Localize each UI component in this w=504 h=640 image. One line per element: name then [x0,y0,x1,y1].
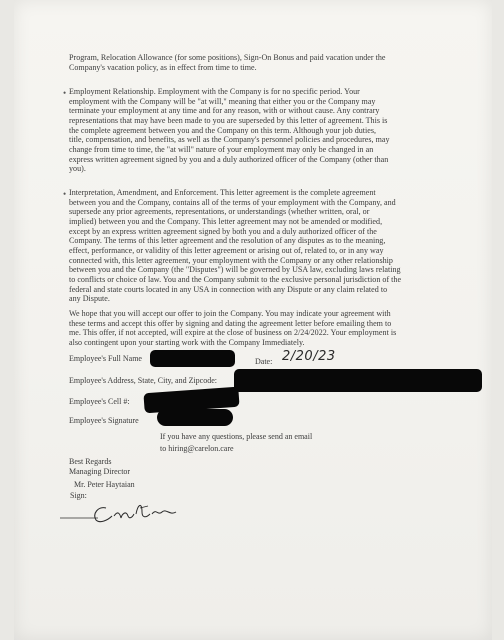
signature-redaction [157,409,233,426]
bullet-marker: • [63,189,67,199]
full-name-label: Employee's Full Name [69,354,142,363]
full-name-redaction [150,350,235,367]
address-label: Employee's Address, State, City, and Zipcode: [69,376,218,385]
signer-name: Mr. Peter Haytaian [74,480,135,489]
interpretation-paragraph: Interpretation, Amendment, and Enforcement. This letter agreement is the complete agreement between you and the Company, contains all of the terms of your employment with the Company, and supersede any prior agreements, representations, or understandings (whether written, oral, or implied) between you and the Company. This letter agreement may not be amended or modified, except by an express written agreement signed by both you and a duly authorized officer of the Company. The terms of this letter agreement and the resolution of any disputes as to the meaning, effect, performance, or validity of this letter agreement or arising out of, related to, or in any way connected with, this letter agreement, your employment with the Company or any other relationship between you and the Company (the "Disputes") will be governed by USA law, excluding laws relating to conflicts or choice of law. You and the Company submit to the exclusive personal jurisdiction of the federal and state courts located in any USA in connection with any Dispute or any claim related to any Dispute. [69,188,402,304]
cell-label: Employee's Cell #: [69,397,130,406]
bullet-marker: • [63,88,67,98]
sign-label: Sign: [70,491,87,500]
handwritten-signature [58,496,198,528]
contact-email-line: to hiring@carelon.care [160,444,234,453]
regards: Best Regards [69,457,112,466]
closing-paragraph: We hope that you will accept our offer to join the Company. You may indicate your agreement with these terms and accept this offer by signing and dating the agreement letter before emailing them to me. This offer, if not accepted, will expire at the close of business on 2/24/2022. Your employment is also contingent upon your starting work with the Company Immediately. [69,309,397,347]
address-redaction [234,369,482,392]
date-handwritten: 2/20/23 [282,349,336,364]
signature-label: Employee's Signature [69,416,139,425]
contact-line-1: If you have any questions, please send an email [160,432,313,441]
employment-relationship-paragraph: Employment Relationship. Employment with the Company is for no specific period. Your employment with the Company will be "at will," meaning that either you or the Company may terminate your employment at any time and for any reason, with or without cause. Any contrary representations that may have been made to you are superseded by this letter of agreement. This is the complete agreement between you and the Company on this term. Although your job duties, title, compensation, and benefits, as well as the Company's personnel policies and procedures, may change from time to time, the "at will" nature of your employment may only be changed in an express written agreement signed by you and a duly authorized officer of the Company (other than you). [69,87,390,174]
letter-page [14,0,492,640]
signer-title: Managing Director [69,467,131,476]
date-label: Date: [255,357,273,366]
intro-paragraph: Program, Relocation Allowance (for some positions), Sign-On Bonus and paid vacation under the Company's vacation policy, as in effect from time to time. [69,53,386,72]
